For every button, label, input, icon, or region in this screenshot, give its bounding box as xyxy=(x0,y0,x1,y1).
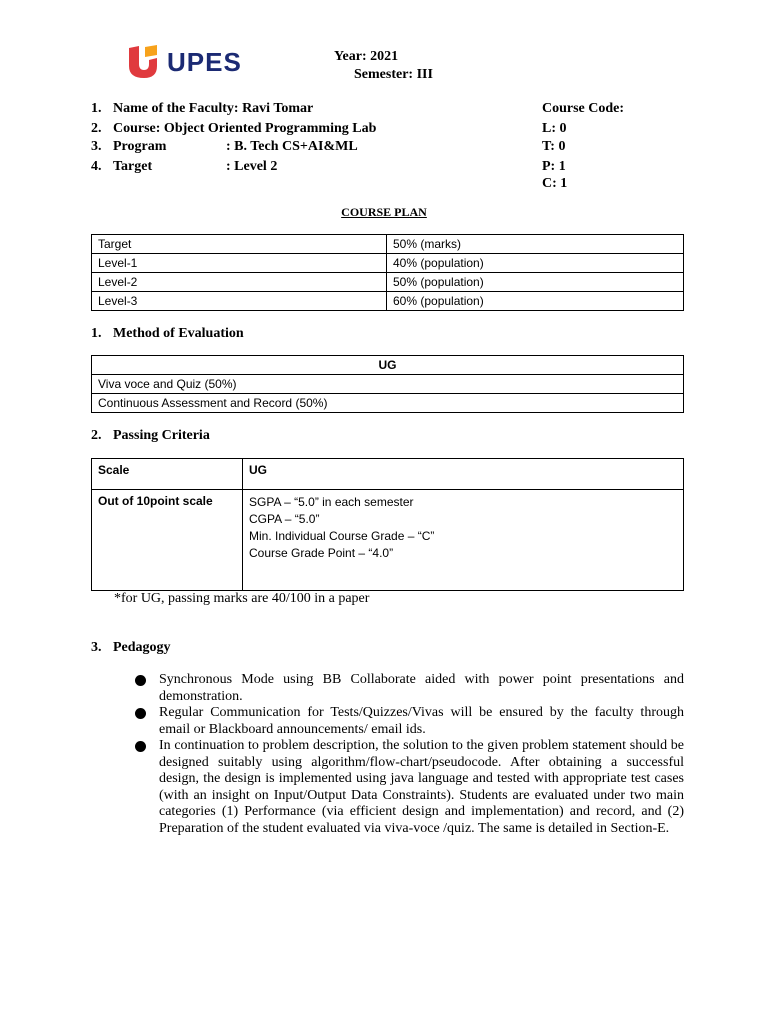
table-cell xyxy=(243,490,684,591)
section-num: 3. xyxy=(91,640,102,655)
info-row-faculty xyxy=(91,100,313,118)
course-code-c: C: 1 xyxy=(542,176,568,191)
target-table xyxy=(91,234,684,311)
table-row xyxy=(92,490,684,591)
pedagogy-list xyxy=(135,672,684,837)
table-row xyxy=(92,356,684,375)
criteria-line: Course Grade Point – “4.0” xyxy=(249,546,394,560)
bullet-icon xyxy=(135,741,146,752)
table-cell: 50% (marks) xyxy=(387,235,684,254)
table-cell: Level-2 xyxy=(92,273,387,292)
course-code-p: P: 1 xyxy=(542,159,566,174)
table-row xyxy=(92,459,684,490)
evaluation-table xyxy=(91,355,684,413)
table-cell: Level-3 xyxy=(92,292,387,311)
table-cell: 40% (population) xyxy=(387,254,684,273)
section-num: 2. xyxy=(91,428,102,443)
info-value: : B. Tech CS+AI&ML xyxy=(226,139,358,154)
passing-table xyxy=(91,458,684,591)
table-header-cell: UG xyxy=(92,356,684,375)
section-title: Passing Criteria xyxy=(113,428,210,443)
table-row xyxy=(92,254,684,273)
info-row-program xyxy=(91,138,358,156)
course-code-label: Course Code: xyxy=(542,101,625,116)
info-row-course xyxy=(91,120,376,138)
section-title: Pedagogy xyxy=(113,640,171,655)
upes-logo xyxy=(127,44,247,80)
upes-logo-mark-icon xyxy=(127,44,163,80)
info-row-target xyxy=(91,158,278,176)
table-cell: 50% (population) xyxy=(387,273,684,292)
logo-text: UPES xyxy=(167,47,242,77)
table-cell: Target xyxy=(92,235,387,254)
table-cell: 60% (population) xyxy=(387,292,684,311)
list-item-text: In continuation to problem description, the solution to the given problem statement should be designed suitably using algorithm/flow-chart/pseudocode. After obtaining a successful design, the design is implemented using java language and tested with appropriate test cases (with an insight on Input/Output Data Constraints). Students are evaluated under two main categories (1) Performance (via efficient design and implementation) and record, and (2) Preparation of the student evaluated via viva-voce /quiz. The same is detailed in Section-E. xyxy=(159,738,684,836)
criteria-line: CGPA – “5.0” xyxy=(249,512,320,526)
section-passing-criteria xyxy=(91,427,210,445)
info-num: 2. xyxy=(91,121,102,136)
info-label: Name of the Faculty: Ravi Tomar xyxy=(113,101,314,116)
info-value: : Level 2 xyxy=(226,159,278,174)
section-method-of-evaluation xyxy=(91,325,244,343)
info-num: 4. xyxy=(91,159,102,174)
section-title: Method of Evaluation xyxy=(113,326,244,341)
criteria-line: Min. Individual Course Grade – “C” xyxy=(249,529,435,543)
semester: Semester: III xyxy=(354,67,433,82)
table-row xyxy=(92,273,684,292)
criteria-line: SGPA – “5.0” in each semester xyxy=(249,495,414,509)
table-header-cell: UG xyxy=(243,459,684,490)
list-item xyxy=(135,738,684,837)
info-label: Program xyxy=(113,139,167,154)
table-cell: Continuous Assessment and Record (50%) xyxy=(92,394,684,413)
table-cell: Level-1 xyxy=(92,254,387,273)
bullet-icon xyxy=(135,675,146,686)
table-cell: Viva voce and Quiz (50%) xyxy=(92,375,684,394)
bullet-icon xyxy=(135,708,146,719)
table-row xyxy=(92,292,684,311)
info-num: 3. xyxy=(91,139,102,154)
info-num: 1. xyxy=(91,101,102,116)
info-label: Course: Object Oriented Programming Lab xyxy=(113,121,377,136)
passing-note: *for UG, passing marks are 40/100 in a paper xyxy=(114,591,370,606)
list-item-text: Regular Communication for Tests/Quizzes/Vivas will be ensured by the faculty through email or Blackboard announcements/ email ids. xyxy=(159,705,684,737)
course-code-l: L: 0 xyxy=(542,121,567,136)
info-label: Target xyxy=(113,159,153,174)
table-cell: Out of 10point scale xyxy=(92,490,243,591)
section-pedagogy xyxy=(91,639,171,657)
list-item-text: Synchronous Mode using BB Collaborate aided with power point presentations and demonstration. xyxy=(159,672,684,704)
section-num: 1. xyxy=(91,326,102,341)
year: Year: 2021 xyxy=(334,49,399,64)
table-row xyxy=(92,375,684,394)
table-header-cell: Scale xyxy=(92,459,243,490)
course-plan-title: COURSE PLAN xyxy=(341,205,427,219)
list-item xyxy=(135,705,684,738)
course-code-t: T: 0 xyxy=(542,139,566,154)
table-row xyxy=(92,394,684,413)
list-item xyxy=(135,672,684,705)
table-row xyxy=(92,235,684,254)
